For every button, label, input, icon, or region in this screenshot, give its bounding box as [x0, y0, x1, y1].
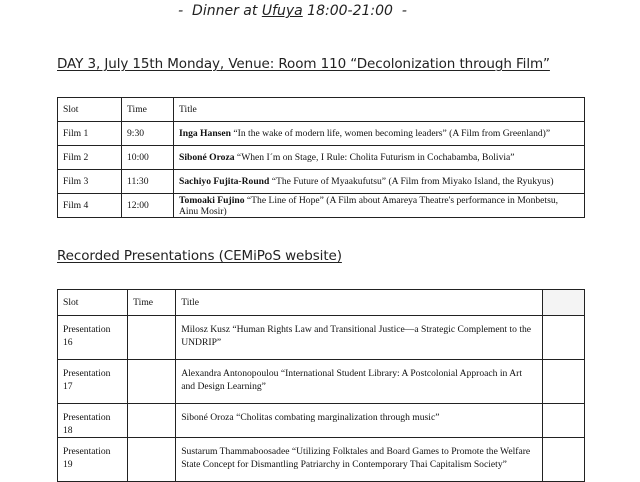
time-cell: 11:30 [122, 170, 174, 194]
recorded-presentations-heading: Recorded Presentations (CEMiPoS website) [57, 248, 342, 264]
column-header-title: Title [176, 290, 543, 316]
extra-cell [542, 438, 584, 482]
column-header-time: Time [122, 98, 174, 122]
table-row [58, 194, 585, 218]
extra-cell [542, 360, 584, 404]
dinner-location-link[interactable]: Ufuya [261, 3, 303, 19]
title-cell: Milosz Kusz “Human Rights Law and Transitional Justice—a Strategic Complement to the UNDRIP” [176, 316, 543, 360]
column-header-time: Time [128, 290, 176, 316]
filmmaker-name: Inga Hansen [179, 128, 231, 139]
title-cell: Sustarum Thammaboosadee “Utilizing Folktales and Board Games to Promote the Welfare State Concept for Dismantling Patriarchy in Contemporary Thai Capitalism Society” [176, 438, 543, 482]
slot-cell: Film 3 [58, 170, 122, 194]
table-header-row [58, 98, 585, 122]
time-cell: 9:30 [122, 122, 174, 146]
table-row [58, 360, 585, 404]
time-cell [128, 316, 176, 360]
slot-cell: Presentation 17 [58, 360, 128, 404]
film-title: “The Line of Hope” (A Film about Amareya Theatre's performance in Monbetsu, Ainu Mosir) [179, 194, 559, 217]
film-title: “In the wake of modern life, women becoming leaders” (A Film from Greenland)” [230, 128, 551, 139]
filmmaker-name: Tomoaki Fujino [179, 194, 245, 206]
dinner-prefix: - Dinner at [178, 3, 262, 19]
title-cell: Siboné Oroza “Cholitas combating marginalization through music” [176, 404, 543, 438]
filmmaker-name: Sachiyo Fujita-Round [179, 176, 270, 187]
table-header-row [58, 290, 585, 316]
title-cell [174, 146, 585, 170]
time-cell [128, 360, 176, 404]
table-row [58, 170, 585, 194]
column-header-title: Title [174, 98, 585, 122]
film-schedule-table [57, 97, 585, 218]
slot-cell: Presentation 18 [58, 404, 128, 438]
extra-cell [542, 404, 584, 438]
title-cell: Alexandra Antonopoulou “International Student Library: A Postcolonial Approach in Art and Design Learning” [176, 360, 543, 404]
slot-cell: Film 2 [58, 146, 122, 170]
table-row [58, 438, 585, 482]
slot-cell: Presentation 16 [58, 316, 128, 360]
dinner-suffix: - [392, 3, 407, 19]
time-cell: 10:00 [122, 146, 174, 170]
dinner-line [0, 3, 585, 19]
film-title: “When I´m on Stage, I Rule: Cholita Futurism in Cochabamba, Bolivia” [234, 152, 515, 163]
recorded-presentations-table [57, 289, 585, 482]
title-cell [174, 170, 585, 194]
table-row [58, 316, 585, 360]
column-header-slot: Slot [58, 98, 122, 122]
time-cell: 12:00 [122, 194, 174, 218]
table-row [58, 404, 585, 438]
column-header-slot: Slot [58, 290, 128, 316]
time-cell [128, 404, 176, 438]
day3-heading: DAY 3, July 15th Monday, Venue: Room 110 “Decolonization through Film” [57, 56, 550, 72]
title-cell [174, 194, 585, 218]
slot-cell: Film 4 [58, 194, 122, 218]
table-row [58, 146, 585, 170]
slot-cell: Film 1 [58, 122, 122, 146]
slot-cell: Presentation 19 [58, 438, 128, 482]
film-title: “The Future of Myaakufutsu” (A Film from Miyako Island, the Ryukyus) [269, 176, 554, 187]
title-cell [174, 122, 585, 146]
time-cell [128, 438, 176, 482]
dinner-time: 18:00-21:00 [302, 3, 393, 19]
filmmaker-name: Siboné Oroza [179, 152, 235, 163]
column-header-extra [542, 290, 584, 316]
table-row [58, 122, 585, 146]
extra-cell [542, 316, 584, 360]
